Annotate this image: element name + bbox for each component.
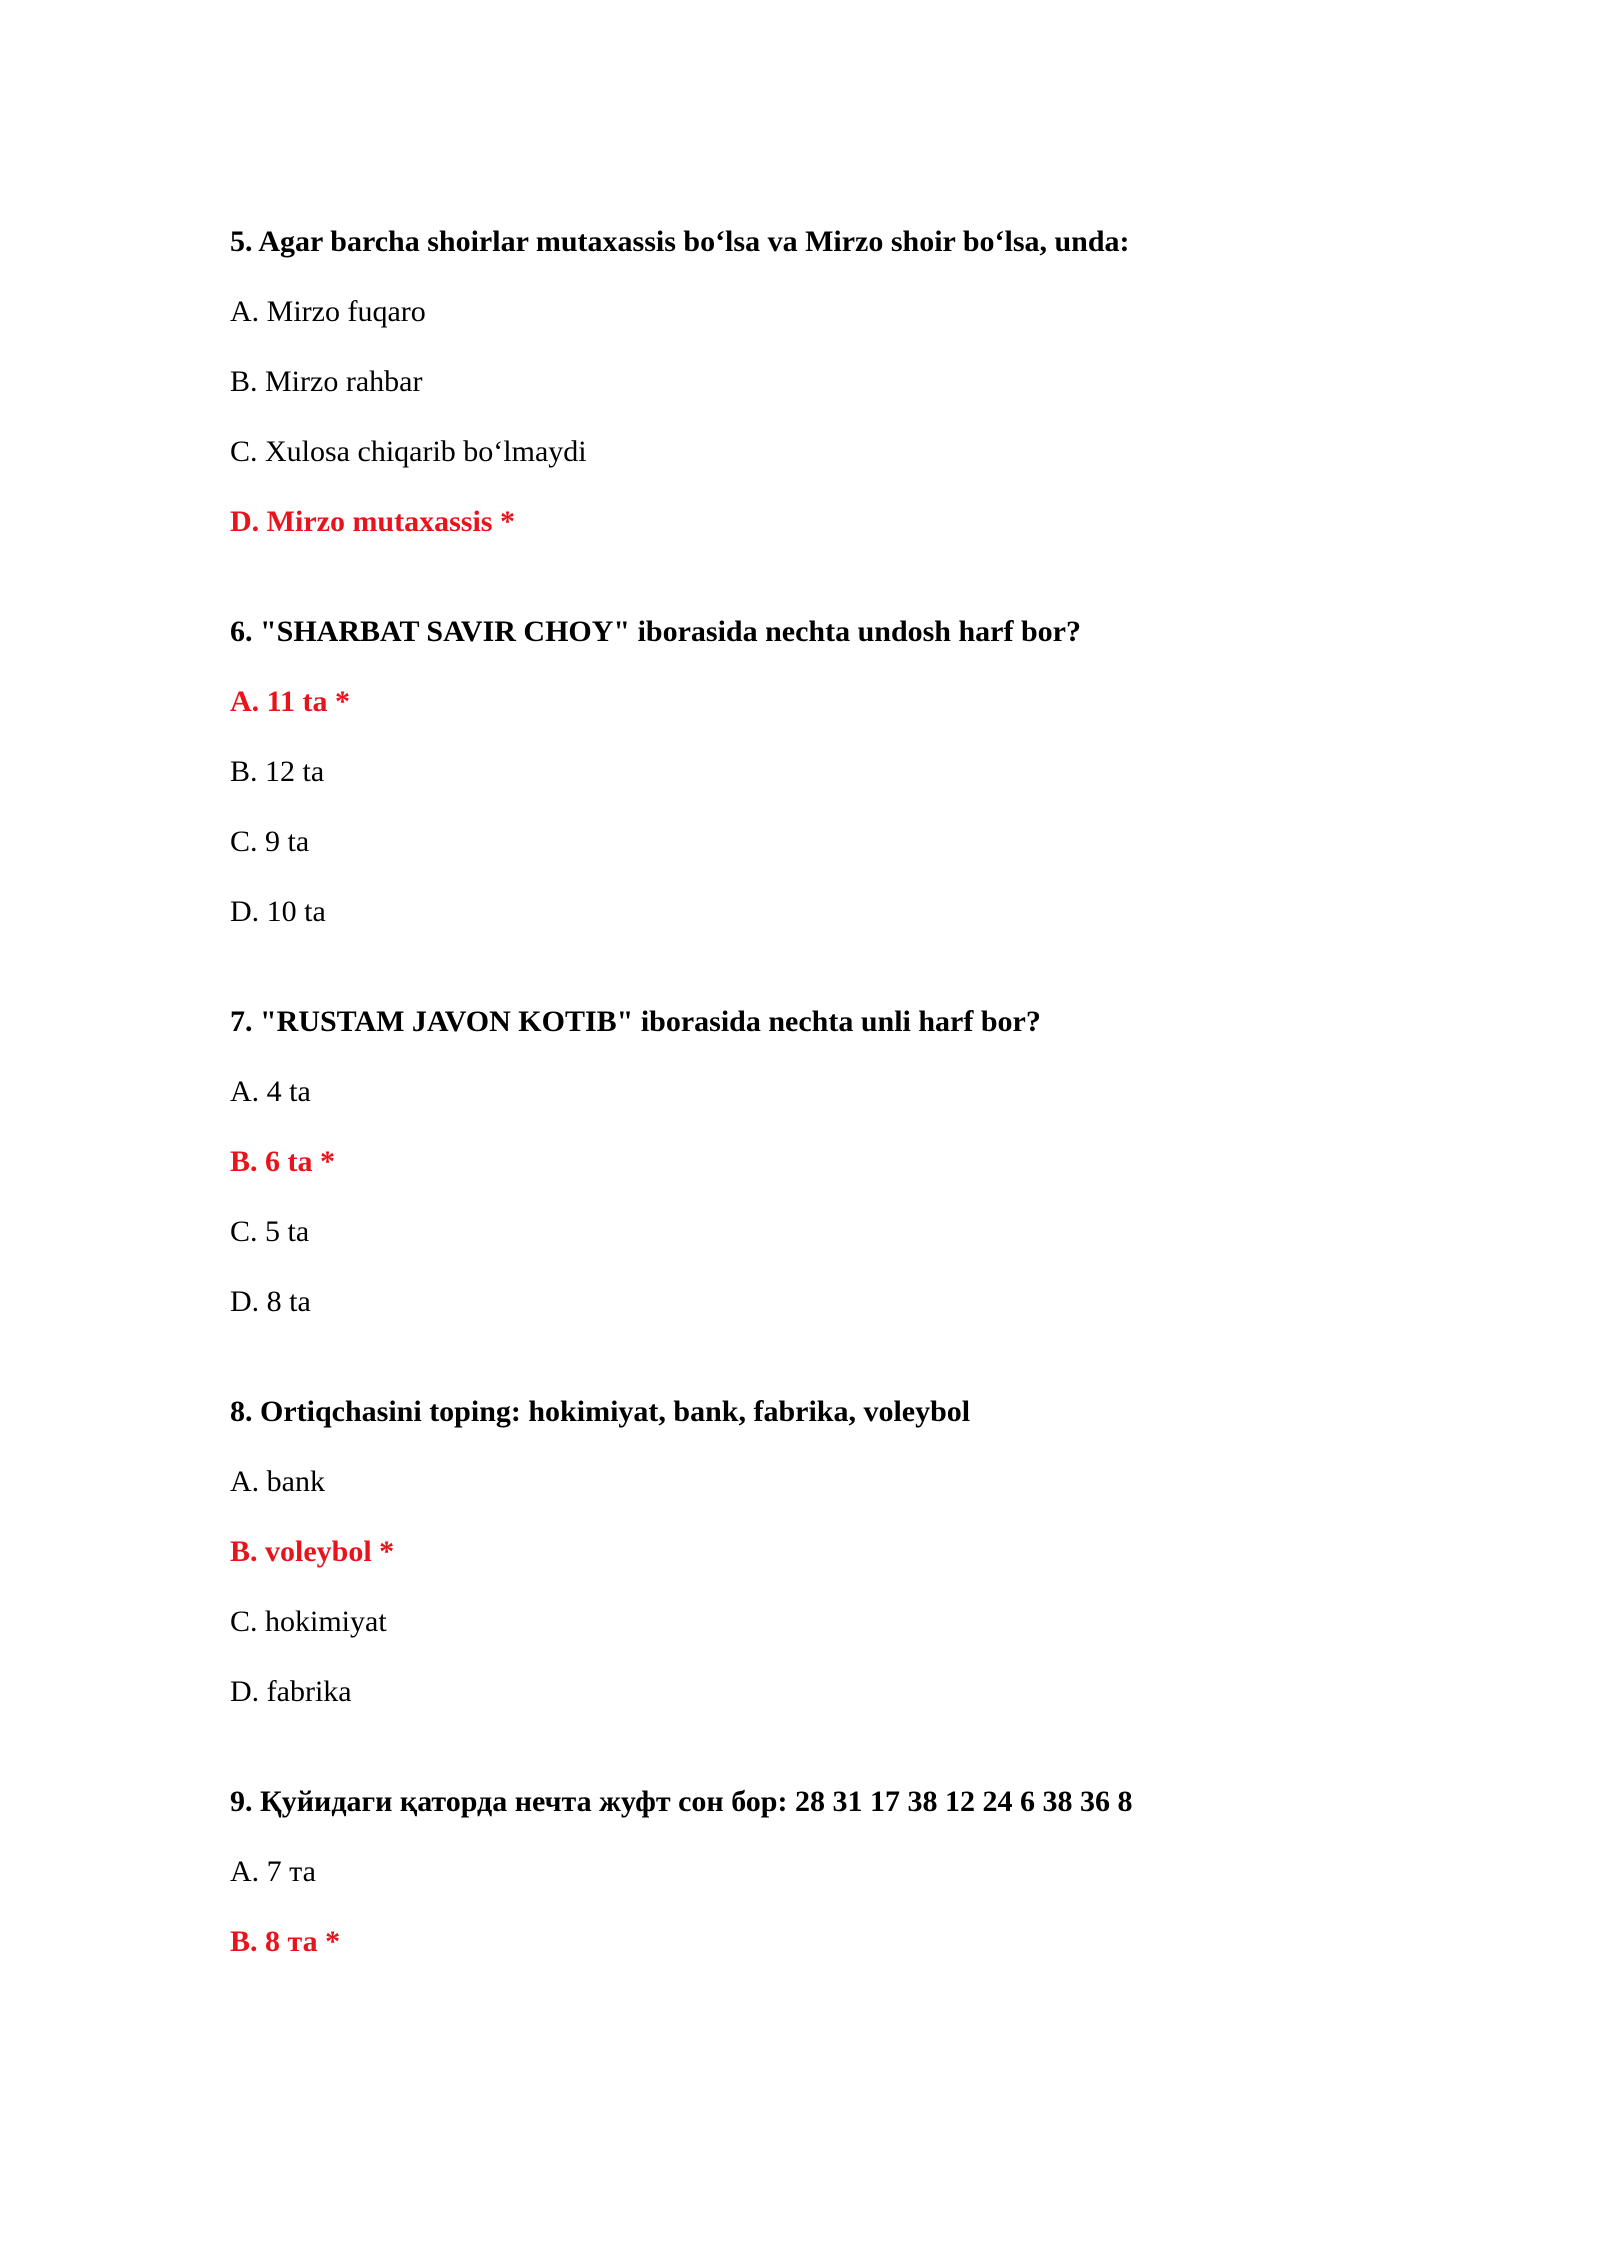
- quiz-content: [230, 222, 1430, 2032]
- answer-option: A. 4 ta: [230, 1075, 311, 1108]
- answer-option: B. 12 ta: [230, 755, 325, 788]
- correct-answer-option: B. voleybol *: [230, 1535, 395, 1568]
- answer-option: C. 5 ta: [230, 1215, 310, 1248]
- answer-option: A. bank: [230, 1465, 325, 1498]
- answer-option: A. Mirzo fuqaro: [230, 295, 426, 328]
- answer-option: D. 8 ta: [230, 1285, 311, 1318]
- question-block: [230, 612, 1430, 932]
- answer-option: C. 9 ta: [230, 825, 310, 858]
- correct-answer-option: B. 8 та *: [230, 1925, 341, 1958]
- answer-option: A. 7 та: [230, 1855, 316, 1888]
- answer-option: D. fabrika: [230, 1675, 352, 1708]
- answer-option: D. 10 ta: [230, 895, 326, 928]
- question-text: 6. "SHARBAT SAVIR CHOY" iborasida nechta undosh harf bor?: [230, 615, 1081, 648]
- answer-option: C. hokimiyat: [230, 1605, 387, 1638]
- question-block: [230, 1002, 1430, 1322]
- question-text: 5. Agar barcha shoirlar mutaxassis bo‘lsa va Mirzo shoir bo‘lsa, unda:: [230, 225, 1130, 258]
- correct-answer-option: B. 6 ta *: [230, 1145, 335, 1178]
- correct-answer-option: D. Mirzo mutaxassis *: [230, 505, 515, 538]
- correct-answer-option: A. 11 ta *: [230, 685, 350, 718]
- answer-option: C. Xulosa chiqarib bo‘lmaydi: [230, 435, 587, 468]
- answer-option: B. Mirzo rahbar: [230, 365, 423, 398]
- question-block: [230, 222, 1430, 542]
- question-text: 9. Қуйидаги қаторда нечта жуфт сон бор: 28 31 17 38 12 24 6 38 36 8: [230, 1785, 1133, 1818]
- question-block: [230, 1782, 1430, 1962]
- question-text: 8. Ortiqchasini toping: hokimiyat, bank, fabrika, voleybol: [230, 1395, 971, 1428]
- question-block: [230, 1392, 1430, 1712]
- question-text: 7. "RUSTAM JAVON KOTIB" iborasida nechta unli harf bor?: [230, 1005, 1041, 1038]
